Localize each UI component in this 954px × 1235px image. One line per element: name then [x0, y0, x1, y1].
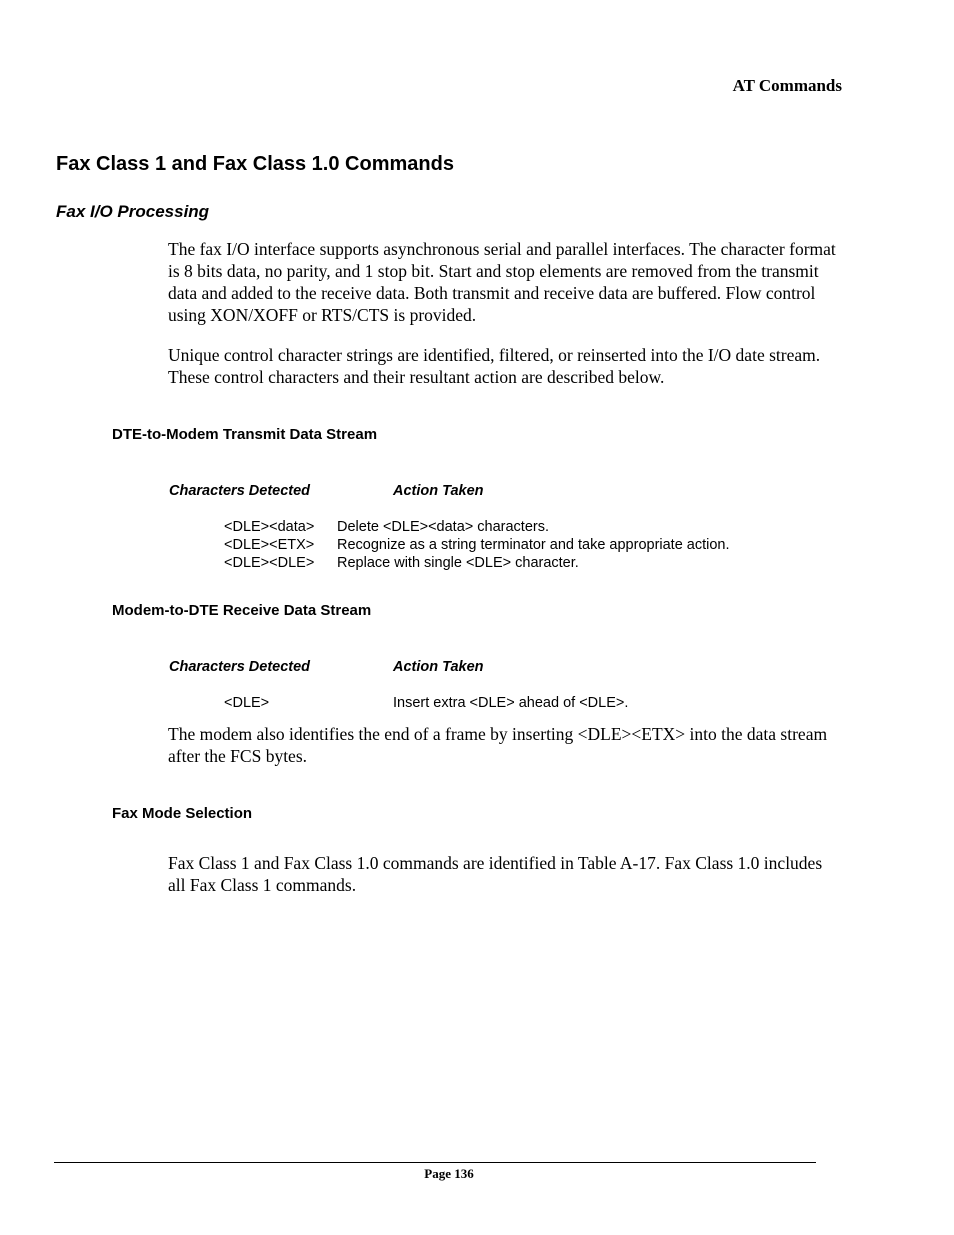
receive-note — [168, 723, 836, 767]
transmit-row-2-action: Recognize as a string terminator and take appropriate action. — [337, 537, 730, 553]
subsection-title: Fax I/O Processing — [56, 202, 210, 221]
intro-paragraph-2 — [168, 344, 836, 388]
intro-paragraph-1-text: The fax I/O interface supports asynchronous serial and parallel interfaces. The character format is 8 bits data, no parity, and 1 stop bit. Start and stop elements are removed from the transmit data and added to the receive data. Both transmit and receive data are buffered. Flow control using XON/XOFF or RTS/CTS is provided. — [168, 239, 836, 325]
receive-row-1-chars: <DLE> — [224, 695, 270, 711]
intro-paragraph-2-text: Unique control character strings are identified, filtered, or reinserted into the I/O date stream. These control characters and their resultant action are described below. — [168, 345, 821, 387]
receive-col-characters: Characters Detected — [169, 659, 311, 675]
transmit-row-3-action: Replace with single <DLE> character. — [337, 555, 579, 571]
transmit-row-3-chars: <DLE><DLE> — [224, 555, 315, 571]
receive-col-action: Action Taken — [393, 659, 484, 675]
running-header: AT Commands — [732, 76, 842, 95]
footer-rule — [54, 1162, 816, 1163]
transmit-row-2-chars: <DLE><ETX> — [224, 537, 315, 553]
intro-paragraph-1 — [168, 238, 836, 326]
transmit-col-characters: Characters Detected — [169, 483, 311, 499]
receive-row-1-action: Insert extra <DLE> ahead of <DLE>. — [393, 695, 629, 711]
transmit-col-action: Action Taken — [393, 483, 484, 499]
transmit-heading: DTE-to-Modem Transmit Data Stream — [112, 426, 378, 443]
receive-note-text: The modem also identifies the end of a frame by inserting <DLE><ETX> into the data stream after the FCS bytes. — [168, 724, 828, 766]
section-title: Fax Class 1 and Fax Class 1.0 Commands — [56, 153, 454, 175]
page-number: Page 136 — [424, 1166, 474, 1181]
mode-selection-paragraph-text: Fax Class 1 and Fax Class 1.0 commands are identified in Table A-17. Fax Class 1.0 includes all Fax Class 1 commands. — [168, 853, 823, 895]
transmit-row-1-action: Delete <DLE><data> characters. — [337, 519, 549, 535]
transmit-row-1-chars: <DLE><data> — [224, 519, 315, 535]
mode-selection-heading: Fax Mode Selection — [112, 805, 253, 822]
receive-heading: Modem-to-DTE Receive Data Stream — [112, 602, 372, 619]
mode-selection-paragraph — [168, 852, 836, 896]
